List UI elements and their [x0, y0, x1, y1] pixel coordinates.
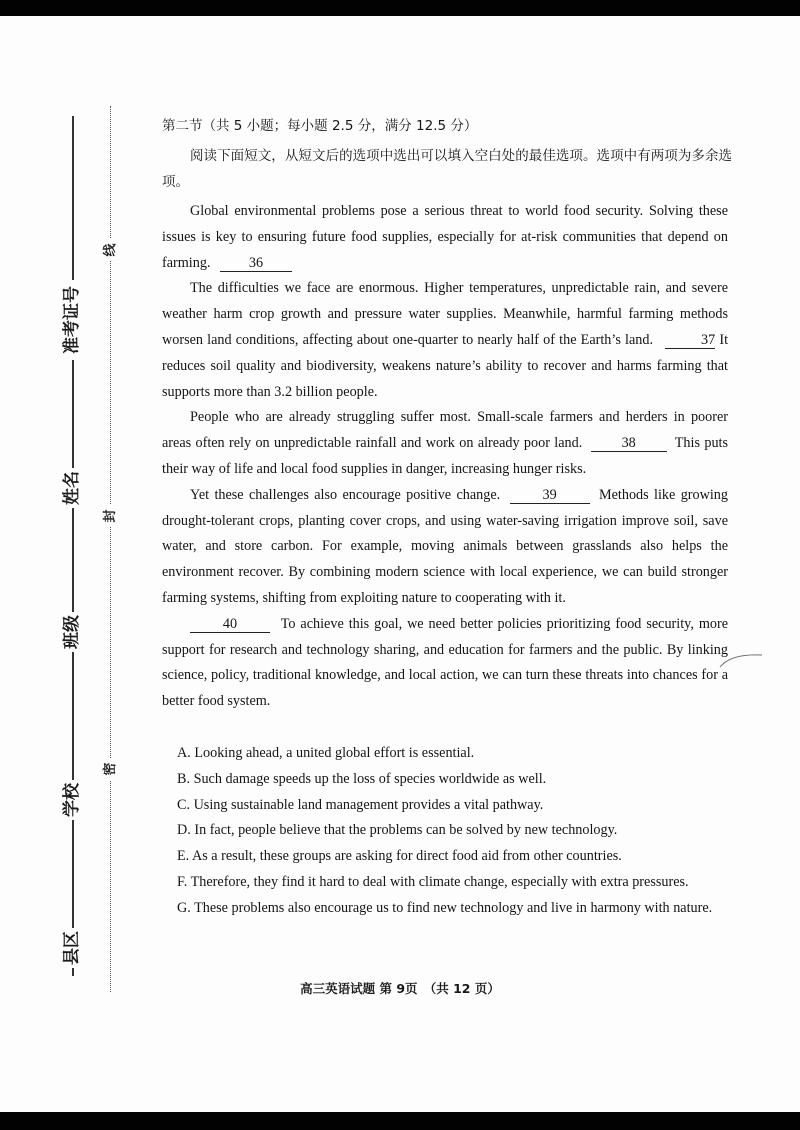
reading-passage: [162, 199, 728, 715]
paragraph-text: Yet these challenges also encourage positive change.: [190, 486, 501, 503]
option-a: [177, 741, 737, 767]
bottom-black-border: [0, 1112, 800, 1130]
paragraph-text: It reduces soil quality and biodiversity, weakens nature’s ability to recover and harms farming that supports more than 3.2 billion people.: [162, 331, 729, 400]
option-letter: E.: [177, 848, 190, 865]
answer-blank-40[interactable]: 40: [190, 616, 270, 633]
seal-mark-secret: 密: [103, 758, 119, 780]
section-instructions: 阅读下面短文，从短文后的选项中选出可以填入空白处的最佳选项。选项中有两项为多余选项。: [162, 148, 732, 190]
field-label-class: 班级: [62, 612, 82, 652]
option-letter: D.: [177, 822, 191, 839]
option-text: Using sustainable land management provides a vital pathway.: [193, 796, 544, 813]
answer-options: [177, 741, 737, 922]
paragraph-text: Methods like growing drought-tolerant crops, planting cover crops, and using water-saving irrigation improve soil, save water, and store carbon. For example, moving animals between grasslands also helps the environment recover. By combining modern science with local experience, we can build stronger farming systems, shifting from exploiting nature to cooperating with it.: [162, 486, 728, 606]
option-text: Such damage speeds up the loss of species worldwide as well.: [193, 770, 547, 787]
option-g: [177, 896, 737, 922]
paragraph-3: [162, 405, 728, 482]
pen-stroke-mark: [718, 651, 768, 671]
binding-solid-line: [72, 116, 74, 976]
paragraph-text: Global environmental problems pose a serious threat to world food security. Solving these issues is key to ensuring future food supplies, especially for at-risk communities that depend on farming.: [162, 203, 728, 271]
seal-mark-line: 线: [103, 239, 119, 261]
option-f: [177, 870, 737, 896]
option-text: These problems also encourage us to find new technology and live in harmony with nature.: [194, 899, 713, 916]
option-letter: A.: [177, 745, 191, 761]
answer-blank-37[interactable]: 37: [665, 332, 715, 349]
paragraph-text: This puts their way of life and local food supplies in danger, increasing hunger risks.: [162, 435, 729, 477]
option-text: As a result, these groups are asking for direct food aid from other countries.: [191, 848, 622, 865]
field-label-name: 姓名: [62, 468, 82, 508]
field-label-exam-number: 准考证号: [62, 280, 82, 360]
option-c: [177, 793, 737, 819]
option-e: [177, 844, 737, 870]
option-letter: C.: [177, 796, 191, 813]
answer-blank-39[interactable]: 39: [510, 487, 590, 504]
option-text: Looking ahead, a united global effort is essential.: [194, 745, 475, 761]
page-footer: 高三英语试题 第 9页 （共 12 页）: [300, 981, 500, 996]
paragraph-text: The difficulties we face are enormous. Higher temperatures, unpredictable rain, and severe weather harm crop growth and pressure water supplies. Meanwhile, harmful farming methods worsen land conditions, affecting about one-quarter to nearly half of the Earth’s land.: [162, 280, 728, 348]
option-text: Therefore, they find it hard to deal with climate change, especially with extra pressures.: [190, 873, 689, 890]
field-label-county: 县区: [62, 928, 82, 968]
option-letter: G.: [177, 899, 191, 916]
paragraph-5: [162, 612, 728, 715]
section-title: 第二节（共 5 小题；每小题 2.5 分，满分 12.5 分）: [162, 118, 478, 134]
paragraph-4: [162, 483, 728, 612]
paragraph-2: [162, 276, 728, 405]
answer-blank-36[interactable]: 36: [220, 255, 292, 272]
option-letter: F.: [177, 873, 188, 890]
answer-blank-38[interactable]: 38: [591, 435, 667, 452]
paragraph-text: To achieve this goal, we need better policies prioritizing food security, more support for research and technology sharing, and education for farmers and the public. By linking science, policy, traditional knowledge, and local action, we can turn these threats into chances for a better food system.: [162, 615, 728, 710]
paragraph-text: People who are already struggling suffer most. Small-scale farmers and herders in poorer areas often rely on unpredictable rainfall and work on already poor land.: [162, 409, 728, 452]
option-b: [177, 767, 737, 793]
paragraph-1: [162, 199, 728, 276]
top-black-border: [0, 0, 800, 16]
option-text: In fact, people believe that the problems can be solved by new technology.: [194, 822, 618, 839]
option-letter: B.: [177, 770, 191, 787]
seal-mark-seal: 封: [103, 505, 119, 527]
field-label-school: 学校: [62, 780, 82, 820]
option-d: [177, 818, 737, 844]
